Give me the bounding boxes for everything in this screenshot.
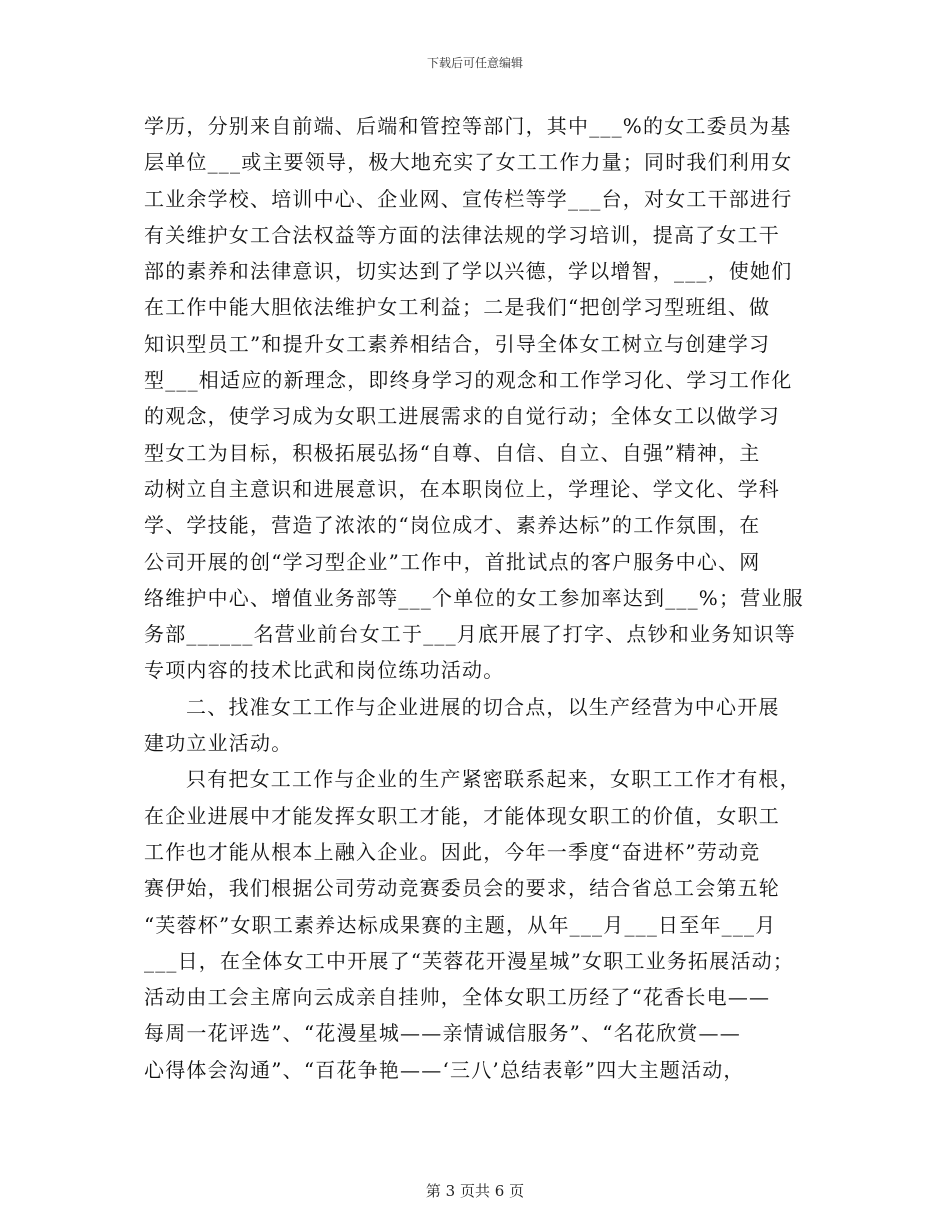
text-line: 学历，分别来自前端、后端和管控等部门，其中___%的女工委员为基 xyxy=(144,114,792,138)
text-line: 型女工为目标，积极拓展弘扬“自尊、自信、自立、自强”精神，主 xyxy=(144,440,761,465)
text-line: 建功立业活动。 xyxy=(144,731,293,756)
text-line: 有关维护女工合法权益等方面的法律法规的学习培训，提高了女工干 xyxy=(144,222,780,247)
paragraph-1 xyxy=(144,108,804,689)
document-body xyxy=(144,108,804,1088)
text-line: ___日，在全体女工中开展了“芙蓉花开漫星城”女职工业务拓展活动； xyxy=(144,948,795,973)
section-heading-2 xyxy=(144,689,804,762)
paragraph-3 xyxy=(144,761,804,1088)
text-line: 活动由工会主席向云成亲自挂帅，全体女职工历经了“花香长电—— xyxy=(144,985,771,1010)
text-line: 只有把女工工作与企业的生产紧密联系起来，女职工工作才有根， xyxy=(186,767,801,792)
page-footer: 第 3 页共 6 页 xyxy=(425,1182,525,1200)
text-line: 在工作中能大胆依法维护女工利益；二是我们“把创学习型班组、做 xyxy=(144,295,771,320)
text-line: 络维护中心、增值业务部等___个单位的女工参加率达到___%；营业服 xyxy=(144,585,804,610)
text-line: 学、学技能，营造了浓浓的“岗位成才、素养达标”的工作氛围，在 xyxy=(144,513,761,538)
page-header: 下载后可任意编辑 xyxy=(426,56,523,70)
text-line: 工作也才能从根本上融入企业。因此，今年一季度“奋进杯”劳动竞 xyxy=(144,839,761,864)
text-line: 层单位___或主要领导，极大地充实了女工工作力量；同时我们利用女 xyxy=(144,150,793,175)
text-line: 公司开展的创“学习型企业”工作中，首批试点的客户服务中心、网 xyxy=(144,549,761,574)
text-line: 工业余学校、培训中心、企业网、宣传栏等学___台，对女工干部进行 xyxy=(144,186,793,211)
text-line: 动树立自主意识和进展意识，在本职岗位上，学理论、学文化、学科 xyxy=(144,476,780,501)
text-line: 型___相适应的新理念，即终身学习的观念和工作学习化、学习工作化 xyxy=(144,368,793,393)
text-line: 每周一花评选”、“花漫星城——亲情诚信服务”、“名花欣赏—— xyxy=(144,1021,741,1046)
text-line: 的观念，使学习成为女职工进展需求的自觉行动；全体女工以做学习 xyxy=(144,404,780,429)
text-line: 知识型员工”和提升女工素养相结合，引导全体女工树立与创建学习 xyxy=(144,331,771,356)
text-line: 专项内容的技术比武和岗位练功活动。 xyxy=(144,658,505,683)
text-line: 赛伊始，我们根据公司劳动竞赛委员会的要求，结合省总工会第五轮 xyxy=(144,876,780,901)
text-line: 在企业进展中才能发挥女职工才能，才能体现女职工的价值，女职工 xyxy=(144,803,780,828)
text-line: 二、找准女工工作与企业进展的切合点，以生产经营为中心开展 xyxy=(186,694,780,719)
text-line: “芙蓉杯”女职工素养达标成果赛的主题，从年___月___日至年___月 xyxy=(144,912,777,937)
text-line: 务部______名营业前台女工于___月底开展了打字、点钞和业务知识等 xyxy=(144,622,796,647)
text-line: 心得体会沟通”、“百花争艳——‘三八’总结表彰”四大主题活动， xyxy=(144,1057,745,1082)
text-line: 部的素养和法律意识，切实达到了学以兴德，学以增智，___，使她们 xyxy=(144,259,793,284)
